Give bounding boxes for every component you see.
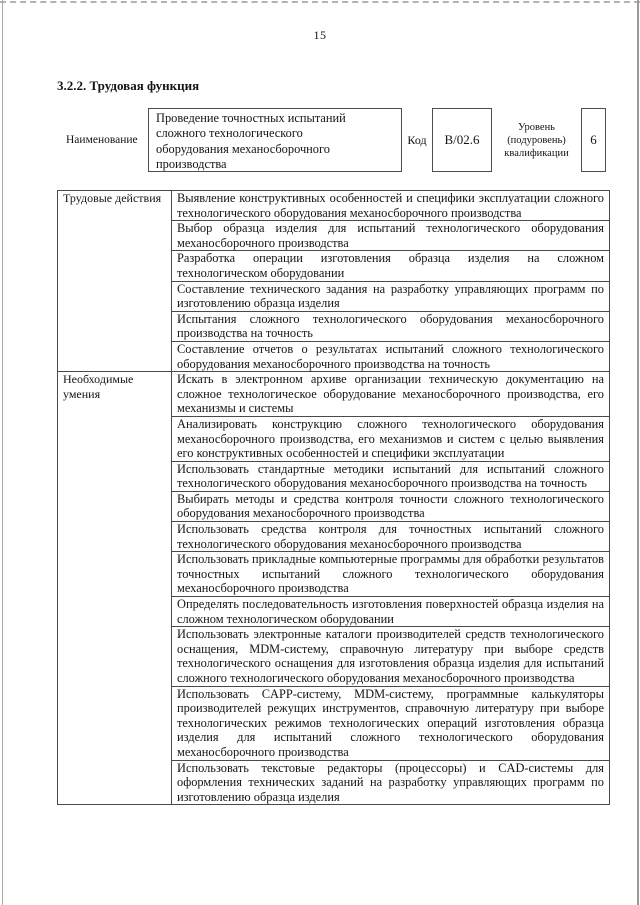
- row-text: Разработка операции изготовления образца изделия на сложном технологическом оборудовании: [172, 251, 610, 281]
- row-text: Использовать средства контроля для точностных испытаний сложного технологического оборудования механосборочного производства: [172, 522, 610, 552]
- row-text: Составление отчетов о результатах испытаний сложного технологического оборудования механосборочного производства на точность: [172, 341, 610, 371]
- name-label: Наименование: [66, 134, 138, 146]
- section-heading: 3.2.2. Трудовая функция: [57, 78, 200, 93]
- row-text: Выбирать методы и средства контроля точности сложного технологического оборудования механосборочного производства: [172, 491, 610, 521]
- row-text: Использовать CAPP-систему, MDM-систему, программные калькуляторы производителей режущих инструментов, справочную литературу при выборе технологических режимов технологических операций изготовления образца изделия для испытаний сложного технологического оборудования механосборочного производства: [172, 686, 610, 760]
- work-function-table: [57, 190, 610, 805]
- row-text: Составление технического задания на разработку управляющих программ по изготовлению образца изделия: [172, 281, 610, 311]
- row-text: Выявление конструктивных особенностей и специфики эксплуатации сложного технологического оборудования механосборочного производства: [172, 191, 610, 221]
- row-text: Определять последовательность изготовления поверхностей образца изделия на сложном технологическом оборудовании: [172, 597, 610, 627]
- page-number: 15: [313, 28, 327, 42]
- table-row: [58, 191, 610, 221]
- table-row: [58, 372, 610, 417]
- row-text: Использовать текстовые редакторы (процессоры) и CAD-системы для оформления технических заданий на разработку управляющих программ по изготовлению образца изделия: [172, 760, 610, 805]
- row-text: Использовать стандартные методики испытаний для испытаний сложного технологического оборудования механосборочного производства на точность: [172, 461, 610, 491]
- row-text: Испытания сложного технологического оборудования механосборочного производства на точность: [172, 311, 610, 341]
- row-text: Выбор образца изделия для испытаний технологического оборудования механосборочного производства: [172, 221, 610, 251]
- function-name-strip: [66, 108, 606, 172]
- row-text: Использовать электронные каталоги производителей средств технологического оснащения, MDM-систему, справочную литературу при выборе средств технологического оснащения для изготовления образца изделия для испытаний сложного технологического оборудования механосборочного производства: [172, 627, 610, 686]
- main-table-body: [58, 191, 610, 805]
- scan-edge-top: [0, 1, 640, 3]
- row-text: Анализировать конструкцию сложного технологического оборудования механосборочного производства, его механизмов и систем с целью выявления его конструктивных особенностей и специфики эксплуатации: [172, 416, 610, 461]
- scan-edge-left: [2, 0, 3, 905]
- row-group-label: Необходимые умения: [58, 372, 172, 805]
- row-group-label: Трудовые действия: [58, 191, 172, 372]
- row-text: Использовать прикладные компьютерные программы для обработки результатов точностных испытаний сложного технологического оборудования механосборочного производства: [172, 552, 610, 597]
- scan-edge-right: [637, 0, 639, 905]
- code-value-box: В/02.6: [432, 108, 492, 172]
- function-name-box: Проведение точностных испытаний сложного технологического оборудования механосборочного производства: [148, 108, 402, 172]
- qualification-level-label: Уровень (подуровень) квалификации: [504, 121, 569, 159]
- row-text: Искать в электронном архиве организации техническую документацию на сложное технологическое оборудование механосборочного производства, его механизмы и системы: [172, 372, 610, 417]
- code-label: Код: [407, 132, 427, 147]
- qualification-level-box: 6: [581, 108, 606, 172]
